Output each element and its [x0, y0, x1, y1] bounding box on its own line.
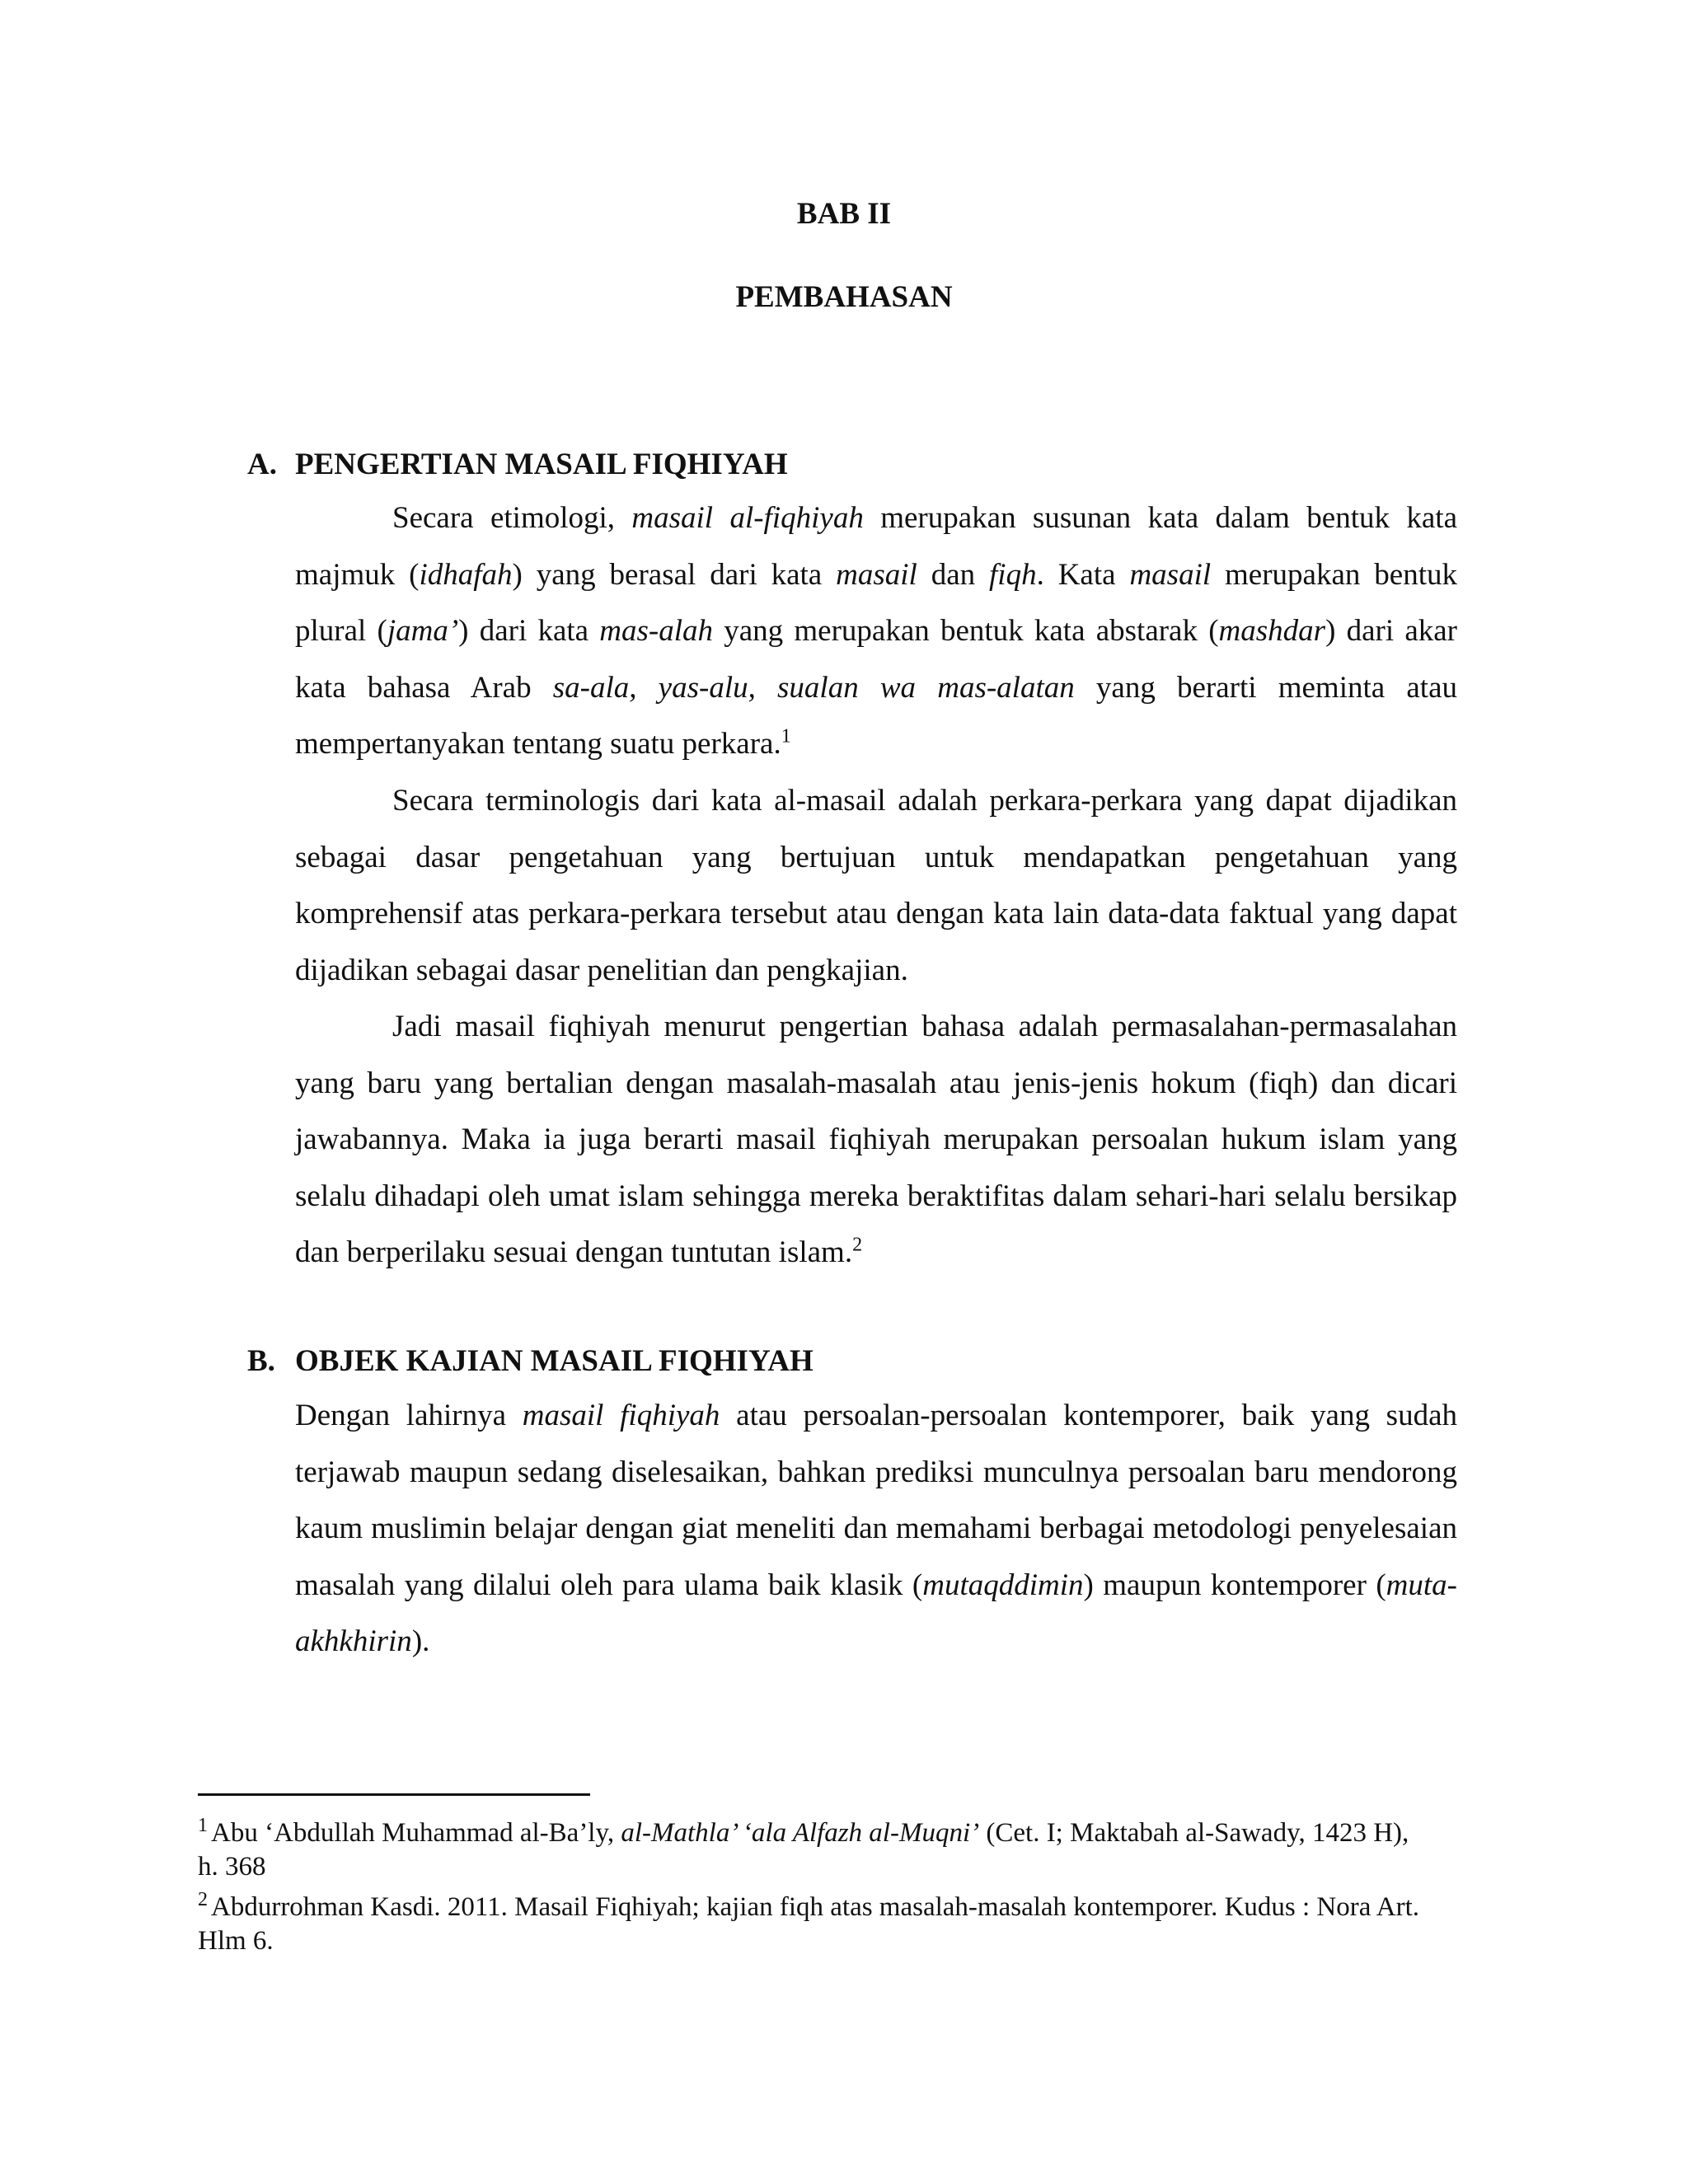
section-b-title: OBJEK KAJIAN MASAIL FIQHIYAH [295, 1344, 814, 1378]
section-a-paragraph-1: Secara etimologi, masail al-fiqhiyah merupakan susunan kata dalam bentuk kata majmuk (idhafah) yang berasal dari kata masail dan fiqh. Kata masail merupakan bentuk plural (jama’) dari kata mas-alah yang merupakan bentuk kata abstarak (mashdar) dari akar kata bahasa Arab sa-ala, yas-alu, sualan wa mas-alatan yang berarti meminta atau mempertanyakan tentang suatu perkara.$^1$ [295, 501, 1458, 761]
section-b-heading [247, 1343, 814, 1379]
chapter-title: PEMBAHASAN [735, 280, 953, 314]
section-b-letter: B. [247, 1344, 275, 1378]
section-a-title: PENGERTIAN MASAIL FIQHIYAH [295, 448, 788, 481]
footnote-ref-2: 2 [852, 1234, 863, 1256]
footnote-1: $^1$ Abu ‘Abdullah Muhammad al-Ba’ly, al-Mathla’ ‘ala Alfazh al-Muqni’ (Cet. I; Maktabah al-Sawady, 1423 H), h. 368 [198, 1815, 1409, 1882]
section-a-paragraph-2: Secara terminologis dari kata al-masail adalah perkara-perkara yang dapat dijadikan sebagai dasar pengetahuan yang bertujuan untuk mendapatkan pengetahuan yang komprehensif atas perkara-perkara tersebut atau dengan kata lain data-data faktual yang dapat dijadikan sebagai dasar penelitian dan pengkajian. [295, 784, 1457, 987]
section-a-heading [247, 447, 788, 482]
footnote-1-mark: 1 [198, 1815, 208, 1836]
section-a-letter: A. [247, 448, 277, 481]
footnote-2: $^2$ Abdurrohman Kasdi. 2011. Masail Fiqhiyah; kajian fiqh atas masalah-masalah kontemporer. Kudus : Nora Art. Hlm 6. [198, 1889, 1420, 1956]
section-b-paragraph-1: Dengan lahirnya masail fiqhiyah atau persoalan-persoalan kontemporer, baik yang sudah terjawab maupun sedang diselesaikan, bahkan prediksi munculnya persoalan baru mendorong kaum muslimin belajar dengan giat meneliti dan memahami berbagai metodologi penyelesaian masalah yang dilalui oleh para ulama baik klasik (mutaqddimin) maupun kontemporer (muta-akhkhirin). [295, 1399, 1457, 1658]
footnote-2-mark: 2 [198, 1889, 208, 1910]
footnote-separator [198, 1793, 590, 1796]
footnote-ref-1: 1 [781, 725, 791, 748]
section-a-paragraph-3: Jadi masail fiqhiyah menurut pengertian bahasa adalah permasalahan-permasalahan yang baru yang bertalian dengan masalah-masalah atau jenis-jenis hokum (fiqh) dan dicari jawabannya. Maka ia juga berarti masail fiqhiyah merupakan persoalan hukum islam yang selalu dihadapi oleh umat islam sehingga mereka beraktifitas dalam sehari-hari selalu bersikap dan berperilaku sesuai dengan tuntutan islam.$^2$ [295, 1010, 1457, 1269]
chapter-number: BAB II [796, 197, 892, 231]
